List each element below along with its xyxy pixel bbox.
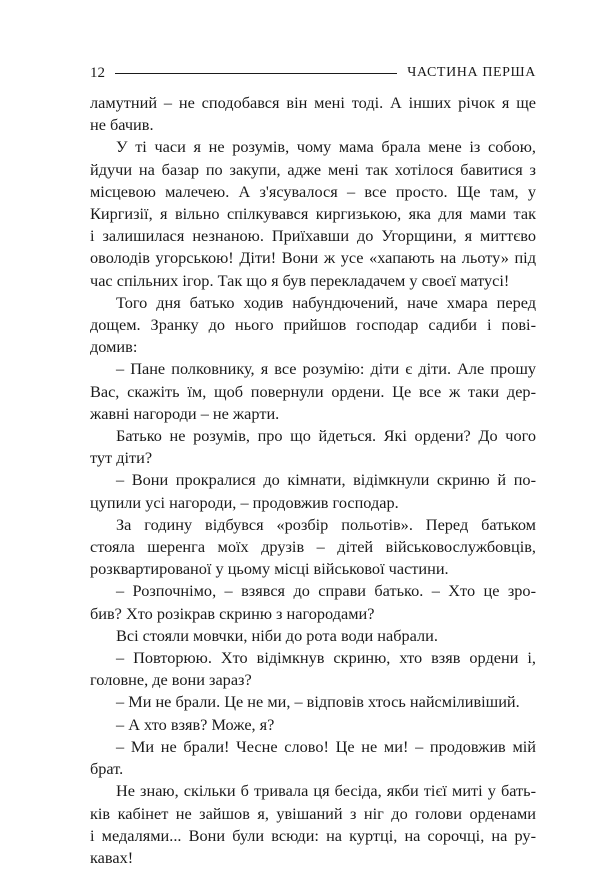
text-line: ків кабінет не зайшов я, увішаний з ніг до голови орденами [90,803,536,823]
section-title: ЧАСТИНА ПЕРША [407,65,536,80]
text-line: Батько не розумів, про що йдеться. Які ордени? До чого [116,426,536,446]
text-line: розквартированої у цьому місці військової частини. [90,559,449,579]
text-line: домив: [90,337,138,357]
text-line: У ті часи я не розумів, чому мама брала мене із собою, [116,137,536,157]
text-line: Вас, скажіть їм, щоб повернули ордени. Це все ж таки дер- [90,381,536,401]
text-line: – А хто взяв? Може, я? [116,714,275,734]
text-line: тут діти? [90,448,153,468]
running-header [90,63,536,83]
text-line: кавах! [90,847,134,867]
text-line: жавні нагороди – не жарти. [90,403,280,423]
text-line: не бачив. [90,115,154,135]
text-line: цупили усі нагороди, – продовжив господар. [90,492,399,512]
text-line: Не знаю, скільки б тривала ця бесіда, якби тієї миті у бать- [116,781,536,801]
text-line: час спільних ігор. Так що я був перекладачем у своєї матусі! [90,270,510,290]
text-line: ламутний – не сподобався він мені тоді. А інших річок я ще [90,93,536,112]
header-rule [115,73,397,74]
text-line: – Ми не брали! Чесне слово! Це не ми! – продовжив мій [116,736,536,756]
text-line: дощем. Зранку до нього прийшов господар садиби і пові- [90,315,536,335]
text-line: Того дня батько ходив набундючений, наче хмара перед [116,292,536,312]
text-line: головне, де вони зараз? [90,670,252,690]
body-text [90,92,536,869]
text-line: – Вони прокралися до кімнати, відімкнули скриню й по- [116,470,536,490]
text-line: За годину відбувся «розбір польотів». Перед батьком [116,514,536,534]
text-line: брат. [90,759,124,779]
text-line: оволодів угорською! Діти! Вони ж усе «хапають на льоту» під [90,248,536,268]
text-line: йдучи на базар по закупи, адже мені так хотілося бавитися з [90,159,536,179]
text-line: стояла шеренга моїх друзів – дітей військовослужбовців, [90,537,536,557]
text-line: і медалями... Вони були всюди: на куртці, на сорочці, на ру- [90,825,536,845]
text-line: місцевою малечею. А з'ясувалося – все просто. Ще там, у [90,181,536,201]
page-number: 12 [90,65,105,81]
text-line: – Розпочнімо, – взявся до справи батько. – Хто це зро- [116,581,536,601]
text-line: – Ми не брали. Це не ми, – відповів хтось найсміливіший. [116,692,520,712]
text-line: – Повторюю. Хто відімкнув скриню, хто взяв ордени і, [116,648,536,668]
text-line: Киргизії, я вільно спілкувався киргизькою, яка для мами так [90,204,536,224]
text-line: Всі стояли мовчки, ніби до рота води набрали. [116,625,438,645]
text-line: і залишилася незнаною. Приїхавши до Угорщини, я миттєво [90,226,536,246]
text-line: бив? Хто розікрав скриню з нагородами? [90,603,375,623]
text-line: – Пане полковнику, я все розумію: діти є діти. Але прошу [116,359,536,379]
